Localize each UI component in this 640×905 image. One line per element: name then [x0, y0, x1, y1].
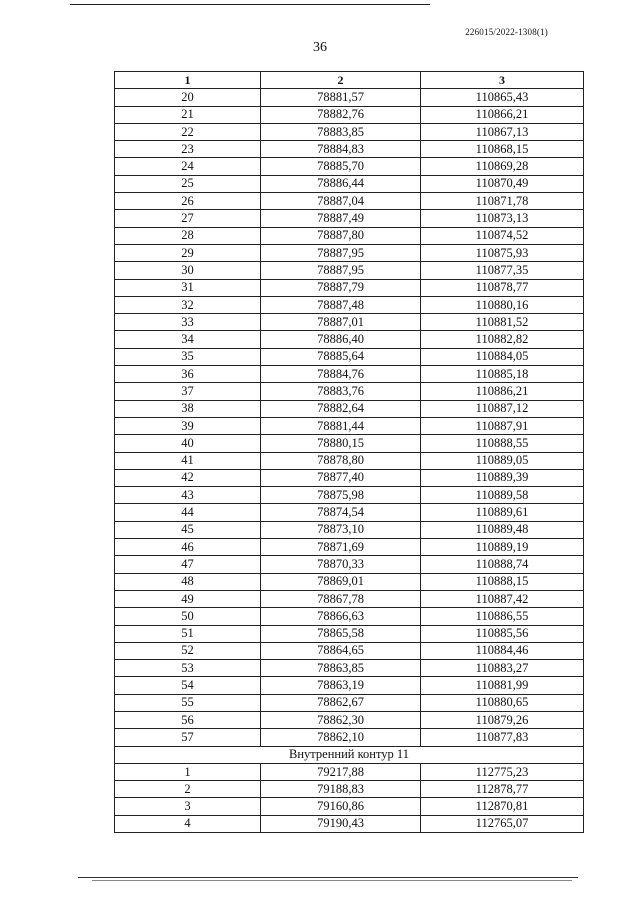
y-coordinate-cell: 110873,13: [421, 210, 584, 227]
point-number-cell: 41: [115, 452, 261, 469]
y-coordinate-cell: 110889,58: [421, 487, 584, 504]
table-row: [115, 677, 584, 694]
y-coordinate-cell: 110871,78: [421, 193, 584, 210]
point-number-cell: 2: [115, 781, 261, 798]
point-number-cell: 45: [115, 521, 261, 538]
table-row: [115, 590, 584, 607]
x-coordinate-cell: 78886,40: [261, 331, 421, 348]
table-row: [115, 711, 584, 728]
table-row: [115, 193, 584, 210]
bottom-border-line: [78, 877, 578, 878]
x-coordinate-cell: 78864,65: [261, 642, 421, 659]
table-row: [115, 504, 584, 521]
x-coordinate-cell: 78882,64: [261, 400, 421, 417]
point-number-cell: 24: [115, 158, 261, 175]
point-number-cell: 38: [115, 400, 261, 417]
y-coordinate-cell: 110887,12: [421, 400, 584, 417]
table-row: [115, 539, 584, 556]
table-row: [115, 141, 584, 158]
y-coordinate-cell: 110865,43: [421, 89, 584, 106]
x-coordinate-cell: 78887,95: [261, 262, 421, 279]
y-coordinate-cell: 110885,56: [421, 625, 584, 642]
x-coordinate-cell: 78880,15: [261, 435, 421, 452]
table-row: [115, 452, 584, 469]
point-number-cell: 44: [115, 504, 261, 521]
y-coordinate-cell: 110877,83: [421, 729, 584, 746]
x-coordinate-cell: 78870,33: [261, 556, 421, 573]
y-coordinate-cell: 110887,42: [421, 590, 584, 607]
y-coordinate-cell: 110869,28: [421, 158, 584, 175]
y-coordinate-cell: 110866,21: [421, 106, 584, 123]
column-header: 3: [421, 72, 584, 89]
y-coordinate-cell: 110867,13: [421, 123, 584, 140]
y-coordinate-cell: 110874,52: [421, 227, 584, 244]
section-title: Внутренний контур 11: [115, 746, 584, 763]
y-coordinate-cell: 110889,61: [421, 504, 584, 521]
x-coordinate-cell: 78862,67: [261, 694, 421, 711]
y-coordinate-cell: 110877,35: [421, 262, 584, 279]
table-row: [115, 435, 584, 452]
x-coordinate-cell: 78882,76: [261, 106, 421, 123]
x-coordinate-cell: 78863,19: [261, 677, 421, 694]
x-coordinate-cell: 79188,83: [261, 781, 421, 798]
table-row: [115, 227, 584, 244]
table-row: [115, 417, 584, 434]
y-coordinate-cell: 110875,93: [421, 244, 584, 261]
table-row: [115, 158, 584, 175]
y-coordinate-cell: 110887,91: [421, 417, 584, 434]
point-number-cell: 21: [115, 106, 261, 123]
point-number-cell: 50: [115, 608, 261, 625]
point-number-cell: 20: [115, 89, 261, 106]
table-row: [115, 331, 584, 348]
y-coordinate-cell: 112870,81: [421, 798, 584, 815]
point-number-cell: 4: [115, 815, 261, 832]
table-row: [115, 279, 584, 296]
point-number-cell: 33: [115, 314, 261, 331]
table-row: [115, 815, 584, 832]
x-coordinate-cell: 78875,98: [261, 487, 421, 504]
x-coordinate-cell: 78887,80: [261, 227, 421, 244]
x-coordinate-cell: 78883,85: [261, 123, 421, 140]
x-coordinate-cell: 78885,64: [261, 348, 421, 365]
point-number-cell: 49: [115, 590, 261, 607]
x-coordinate-cell: 78865,58: [261, 625, 421, 642]
x-coordinate-cell: 78883,76: [261, 383, 421, 400]
point-number-cell: 40: [115, 435, 261, 452]
x-coordinate-cell: 79217,88: [261, 763, 421, 780]
table-row: [115, 625, 584, 642]
x-coordinate-cell: 78871,69: [261, 539, 421, 556]
table-row: [115, 106, 584, 123]
x-coordinate-cell: 78884,76: [261, 366, 421, 383]
x-coordinate-cell: 78881,57: [261, 89, 421, 106]
point-number-cell: 37: [115, 383, 261, 400]
section-body: [115, 746, 584, 832]
section-header-row: [115, 746, 584, 763]
y-coordinate-cell: 112765,07: [421, 815, 584, 832]
point-number-cell: 56: [115, 711, 261, 728]
point-number-cell: 32: [115, 296, 261, 313]
point-number-cell: 30: [115, 262, 261, 279]
table-row: [115, 123, 584, 140]
point-number-cell: 57: [115, 729, 261, 746]
x-coordinate-cell: 78887,79: [261, 279, 421, 296]
y-coordinate-cell: 110882,82: [421, 331, 584, 348]
x-coordinate-cell: 78885,70: [261, 158, 421, 175]
x-coordinate-cell: 78877,40: [261, 469, 421, 486]
y-coordinate-cell: 110870,49: [421, 175, 584, 192]
y-coordinate-cell: 110889,19: [421, 539, 584, 556]
table-row: [115, 469, 584, 486]
table-row: [115, 763, 584, 780]
point-number-cell: 39: [115, 417, 261, 434]
table-row: [115, 175, 584, 192]
y-coordinate-cell: 110888,15: [421, 573, 584, 590]
point-number-cell: 31: [115, 279, 261, 296]
x-coordinate-cell: 78862,10: [261, 729, 421, 746]
table-row: [115, 573, 584, 590]
top-border-line: [70, 4, 430, 5]
table-row: [115, 781, 584, 798]
x-coordinate-cell: 78887,49: [261, 210, 421, 227]
point-number-cell: 53: [115, 660, 261, 677]
point-number-cell: 26: [115, 193, 261, 210]
y-coordinate-cell: 110889,39: [421, 469, 584, 486]
table-body: [115, 89, 584, 746]
point-number-cell: 46: [115, 539, 261, 556]
y-coordinate-cell: 110888,74: [421, 556, 584, 573]
x-coordinate-cell: 78887,01: [261, 314, 421, 331]
point-number-cell: 52: [115, 642, 261, 659]
x-coordinate-cell: 78873,10: [261, 521, 421, 538]
y-coordinate-cell: 110884,05: [421, 348, 584, 365]
coordinates-table: [114, 71, 584, 833]
table-row: [115, 314, 584, 331]
y-coordinate-cell: 110889,05: [421, 452, 584, 469]
y-coordinate-cell: 110878,77: [421, 279, 584, 296]
column-header: 2: [261, 72, 421, 89]
table-row: [115, 556, 584, 573]
table-row: [115, 262, 584, 279]
bottom-border-line-secondary: [92, 880, 572, 881]
point-number-cell: 54: [115, 677, 261, 694]
y-coordinate-cell: 110868,15: [421, 141, 584, 158]
y-coordinate-cell: 110888,55: [421, 435, 584, 452]
y-coordinate-cell: 110886,21: [421, 383, 584, 400]
table-row: [115, 210, 584, 227]
y-coordinate-cell: 112775,23: [421, 763, 584, 780]
y-coordinate-cell: 110881,52: [421, 314, 584, 331]
point-number-cell: 47: [115, 556, 261, 573]
point-number-cell: 23: [115, 141, 261, 158]
point-number-cell: 29: [115, 244, 261, 261]
y-coordinate-cell: 110889,48: [421, 521, 584, 538]
x-coordinate-cell: 78867,78: [261, 590, 421, 607]
point-number-cell: 22: [115, 123, 261, 140]
table-row: [115, 521, 584, 538]
point-number-cell: 51: [115, 625, 261, 642]
point-number-cell: 1: [115, 763, 261, 780]
x-coordinate-cell: 78878,80: [261, 452, 421, 469]
table-row: [115, 798, 584, 815]
table-row: [115, 244, 584, 261]
table-row: [115, 348, 584, 365]
table-row: [115, 400, 584, 417]
page-number: 36: [313, 40, 327, 55]
table-row: [115, 660, 584, 677]
y-coordinate-cell: 110879,26: [421, 711, 584, 728]
point-number-cell: 55: [115, 694, 261, 711]
x-coordinate-cell: 78886,44: [261, 175, 421, 192]
point-number-cell: 34: [115, 331, 261, 348]
table-row: [115, 729, 584, 746]
table-header-row: [115, 72, 584, 89]
x-coordinate-cell: 79160,86: [261, 798, 421, 815]
x-coordinate-cell: 78869,01: [261, 573, 421, 590]
table-row: [115, 366, 584, 383]
point-number-cell: 48: [115, 573, 261, 590]
point-number-cell: 27: [115, 210, 261, 227]
x-coordinate-cell: 78862,30: [261, 711, 421, 728]
table-row: [115, 642, 584, 659]
table-row: [115, 89, 584, 106]
x-coordinate-cell: 78887,48: [261, 296, 421, 313]
document-id: 226015/2022-1308(1): [465, 27, 548, 37]
y-coordinate-cell: 110884,46: [421, 642, 584, 659]
y-coordinate-cell: 110886,55: [421, 608, 584, 625]
y-coordinate-cell: 110880,65: [421, 694, 584, 711]
y-coordinate-cell: 112878,77: [421, 781, 584, 798]
y-coordinate-cell: 110885,18: [421, 366, 584, 383]
point-number-cell: 25: [115, 175, 261, 192]
column-header: 1: [115, 72, 261, 89]
table-row: [115, 694, 584, 711]
x-coordinate-cell: 78863,85: [261, 660, 421, 677]
x-coordinate-cell: 78887,04: [261, 193, 421, 210]
y-coordinate-cell: 110883,27: [421, 660, 584, 677]
table-row: [115, 487, 584, 504]
x-coordinate-cell: 78887,95: [261, 244, 421, 261]
y-coordinate-cell: 110880,16: [421, 296, 584, 313]
point-number-cell: 3: [115, 798, 261, 815]
table-row: [115, 296, 584, 313]
point-number-cell: 28: [115, 227, 261, 244]
table-row: [115, 608, 584, 625]
y-coordinate-cell: 110881,99: [421, 677, 584, 694]
point-number-cell: 36: [115, 366, 261, 383]
point-number-cell: 42: [115, 469, 261, 486]
point-number-cell: 35: [115, 348, 261, 365]
x-coordinate-cell: 78884,83: [261, 141, 421, 158]
x-coordinate-cell: 79190,43: [261, 815, 421, 832]
point-number-cell: 43: [115, 487, 261, 504]
table-row: [115, 383, 584, 400]
x-coordinate-cell: 78866,63: [261, 608, 421, 625]
x-coordinate-cell: 78874,54: [261, 504, 421, 521]
x-coordinate-cell: 78881,44: [261, 417, 421, 434]
